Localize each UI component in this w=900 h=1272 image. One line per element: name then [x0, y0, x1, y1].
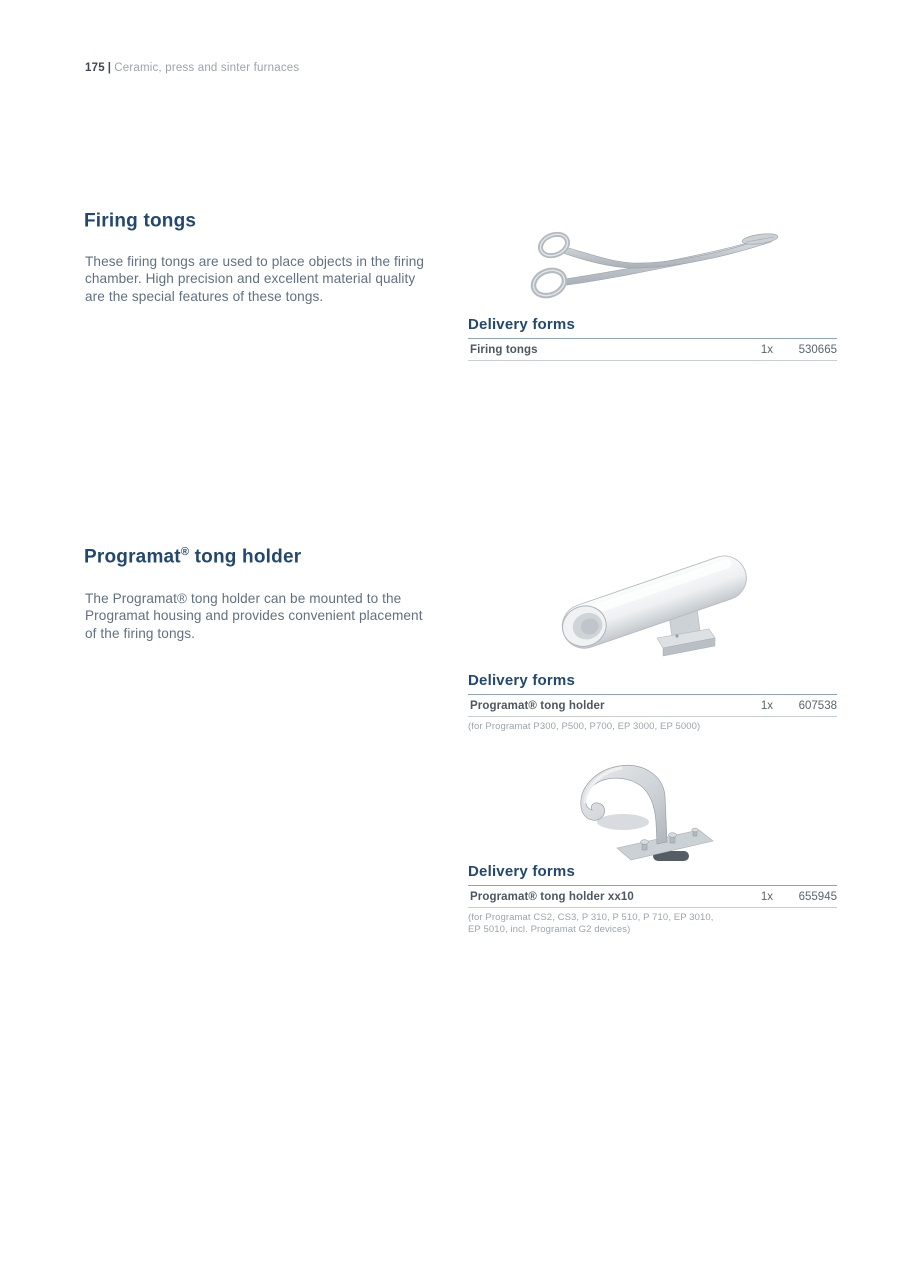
description-line: Programat housing and provides convenient placement	[85, 608, 423, 624]
description-line: of the firing tongs.	[85, 625, 196, 641]
section-description-firing-tongs	[85, 253, 424, 305]
description-line: These firing tongs are used to place objects in the firing	[85, 254, 425, 269]
firing-tongs-image	[518, 222, 790, 302]
product-name: Programat® tong holder xx10	[470, 891, 634, 903]
delivery-forms-heading: Delivery forms	[468, 672, 837, 695]
page-number: 175	[85, 62, 105, 74]
part-number: 607538	[798, 700, 837, 712]
description-line: chamber. High precision and excellent material quality	[85, 271, 416, 287]
quantity: 1x	[760, 344, 773, 356]
section-title-text: Firing tongs	[84, 210, 197, 232]
table-row	[468, 339, 837, 361]
delivery-forms-table	[468, 316, 837, 361]
product-name: Programat® tong holder	[470, 700, 605, 712]
table-row	[468, 695, 837, 717]
table-row	[468, 886, 837, 908]
part-number: 655945	[798, 891, 837, 903]
description-line: are the special features of these tongs.	[85, 288, 324, 304]
tong-holder-xx10-image	[571, 756, 721, 864]
quantity: 1x	[760, 700, 773, 712]
description-line: The Programat® tong holder can be mounted to the	[85, 591, 402, 606]
header-title: Ceramic, press and sinter furnaces	[114, 62, 300, 74]
section-title-rest: tong holder	[189, 546, 302, 568]
part-number: 530665	[798, 344, 837, 356]
delivery-forms-table	[468, 863, 837, 936]
header-separator: |	[107, 62, 112, 74]
delivery-forms-table	[468, 672, 837, 733]
delivery-forms-heading: Delivery forms	[468, 316, 837, 339]
quantity: 1x	[760, 891, 773, 903]
registered-mark: ®	[180, 546, 190, 558]
table-note: (for Programat CS2, CS3, P 310, P 510, P 710, EP 3010, EP 5010, incl. Programat G2 devices)	[468, 912, 714, 935]
section-title-text: Programat	[84, 546, 181, 568]
delivery-forms-heading: Delivery forms	[468, 863, 837, 886]
tong-holder-image	[543, 548, 765, 660]
section-description-tong-holder	[85, 590, 423, 642]
section-title-tong-holder	[84, 546, 301, 568]
page-header	[85, 62, 299, 74]
section-title-firing-tongs	[84, 210, 196, 232]
product-name: Firing tongs	[470, 344, 538, 356]
table-note: (for Programat P300, P500, P700, EP 3000, EP 5000)	[468, 721, 701, 732]
